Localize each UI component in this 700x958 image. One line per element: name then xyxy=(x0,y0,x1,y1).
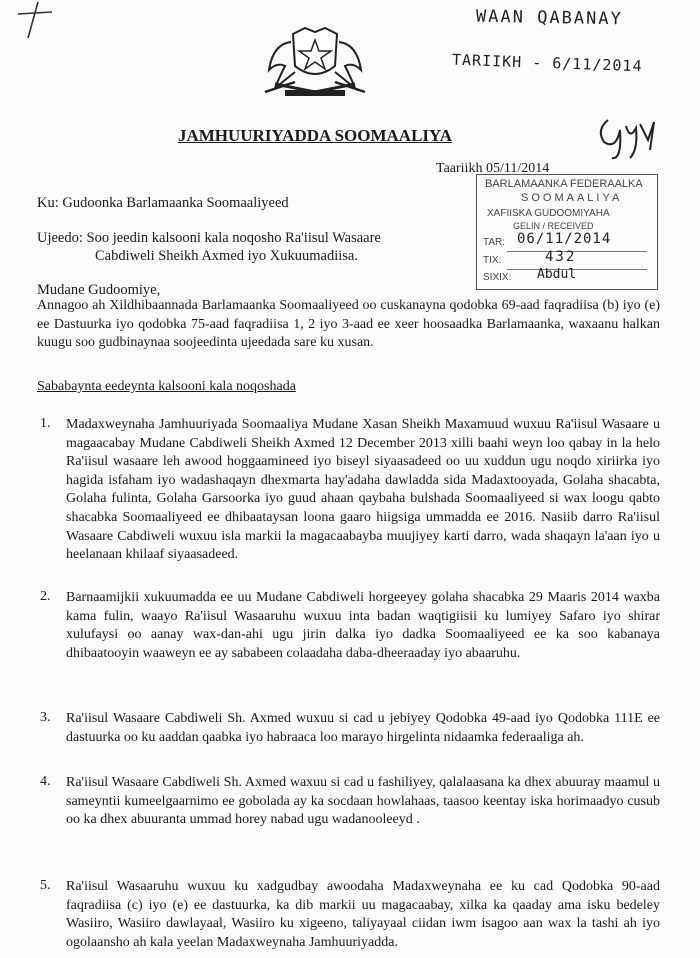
handwritten-note: WAAN QABANAY xyxy=(475,6,623,30)
stamp-sixix-value: Abdul xyxy=(537,267,577,282)
stamp-tar-value: 06/11/2014 xyxy=(517,231,612,247)
stamp-line: GELIN / RECEIVED xyxy=(513,221,594,231)
intro-paragraph: Annagoo ah Xildhibaannada Barlamaanka Soomaaliyeed oo cuskanayna qodobka 69-aad faqradiisa (b) iyo (e) ee Dastuurka iyo qodobka 75-aad faqradiisa 1, 2 iyo 3-aad ee xeer hoosaadka Barlamaanka, waxaanu halkan kuugu soo gudbinaynaa soojeedinta ujeedada sare ku xusan. xyxy=(37,298,660,351)
margin-mark xyxy=(8,0,68,40)
item-number: 2. xyxy=(40,589,51,604)
page-title: JAMHUURIYADDA SOOMAALIYA xyxy=(177,126,453,145)
stamp-sixix-label: SIXIX: xyxy=(483,272,512,283)
stamp-line: XAFIISKA GUDOOMIYAHA xyxy=(487,208,610,219)
subject-line-2: Cabdiweli Sheikh Axmed iyo Xukuumadiisa. xyxy=(95,248,358,264)
item-number: 5. xyxy=(40,878,51,893)
item-number: 1. xyxy=(40,416,51,431)
stamp-line: BARLAMAANKA FEDERAALKA xyxy=(485,178,643,190)
received-stamp xyxy=(476,174,658,290)
list-item: Ra'iisul Wasaare Cabdiweli Sh. Axmed wuxuu si cad u jebiyey Qodobka 49-aad iyo Qodobka 111E ee dastuurka oo ku aaddan qaabka iyo habraaca loo marayo hirgelinta nidaamka federaaliga ah. xyxy=(66,711,660,745)
handwritten-date: TARIIKH - 6/11/2014 xyxy=(451,50,643,76)
list-item: Ra'iisul Wasaaruhu wuxuu ku xadgudbay awoodaha Madaxweynaha ee ku cad Qodobka 90-aad faqradiisa (c) iyo (e) ee dastuurka, ka dib markii uu magacaabay, xilka ka qaaday ama isku bedeley Wasiiro, Wasiiro dawlayaal, Wasiiro ku xigeeno, taliyayaal ciidan iwm isagoo aan wax la tashi ah iyo ogolaansho ah kala yeelan Madaxweynaha Jamhuuriyadda. xyxy=(66,879,660,950)
item-number: 4. xyxy=(40,774,51,789)
addressee: Ku: Gudoonka Barlamaanka Soomaaliyeed xyxy=(37,195,289,211)
list-item: Madaxweynaha Jamhuuriyada Soomaaliya Mudane Xasan Sheikh Maxamuud wuxuu Ra'iisul Wasaare u magaacabay Mudane Cabdiweli Sheikh Axmed 12 December 2013 xilli baahi weyn loo qabay in la helo Ra'iisul wasaare leh awood hoggaamineed iyo biseyl siyaasadeed oo uu xuddun ugu noqdo xiriirka iyo hagida isfaham iyo wadashaqayn dhexmarta hay'adaha dawladda sida Madaxtooyada, Golaha shacabta, Golaha fulinta, Golaha Garsoorka iyo guud ahaan qaybaha bulshada Soomaaliyeed si wax loogu qabto shacabka Soomaaliyeed ee dhibaataysan loona gaaro hiigsiga ummadda ee 2016. Nasiib darro Ra'iisul Wasaare Cabdiweli wuxuu isla markii la magacaabayba muujiyey karti darro, wada shaqayn la'aan iyo u heelanaan khilaaf siyaasadeed. xyxy=(66,417,660,563)
stamp-tar-label: TAR: xyxy=(483,237,506,248)
stamp-tix-label: TIX: xyxy=(483,255,502,266)
list-item: Barnaamijkii xukuumadda ee uu Mudane Cabdiweli horgeeyey golaha shacabka 29 Maaris 2014 waxba kama fulin, waayo Ra'iisul Wasaaruhu wuxuu inta badan waqtigiisii ku lumiyey Safaro iyo shirar xulufaysi oo aanay wax-dan-ahi ugu jirin dalka iyo dadka Soomaaliyeed ee ka soo kabanaya dhibaatooyin waaweyn ee ay sababeen colaadaha daba-dheeraaday iyo abaaruhu. xyxy=(66,590,660,661)
salutation: Mudane Gudoomiye, xyxy=(37,282,161,298)
section-heading: Sababaynta eedeynta kalsooni kala noqoshada xyxy=(37,379,296,394)
coat-of-arms-emblem xyxy=(255,22,375,102)
subject-line: Ujeedo: Soo jeedin kalsooni kala noqosho Ra'iisul Wasaare xyxy=(37,230,381,246)
letter-date: Taariikh 05/11/2014 xyxy=(436,161,550,176)
item-number: 3. xyxy=(40,710,51,725)
stamp-line: SOOMAALIYA xyxy=(521,192,623,204)
list-item: Ra'iisul Wasaare Cabdiweli Sh. Axmed waxuu si cad u fashiliyey, qalalaasana ka dhex abuuray maamul u sameyntii kumeelgaarnimo ee gobolada ay ka socdaan howlahaas, taasoo keentay iska horimaadyo cusub oo ka dhex abuuranta ummad horey nabad ugu wadanooleeyd . xyxy=(66,775,660,828)
stamp-tix-value: 432 xyxy=(545,249,577,265)
